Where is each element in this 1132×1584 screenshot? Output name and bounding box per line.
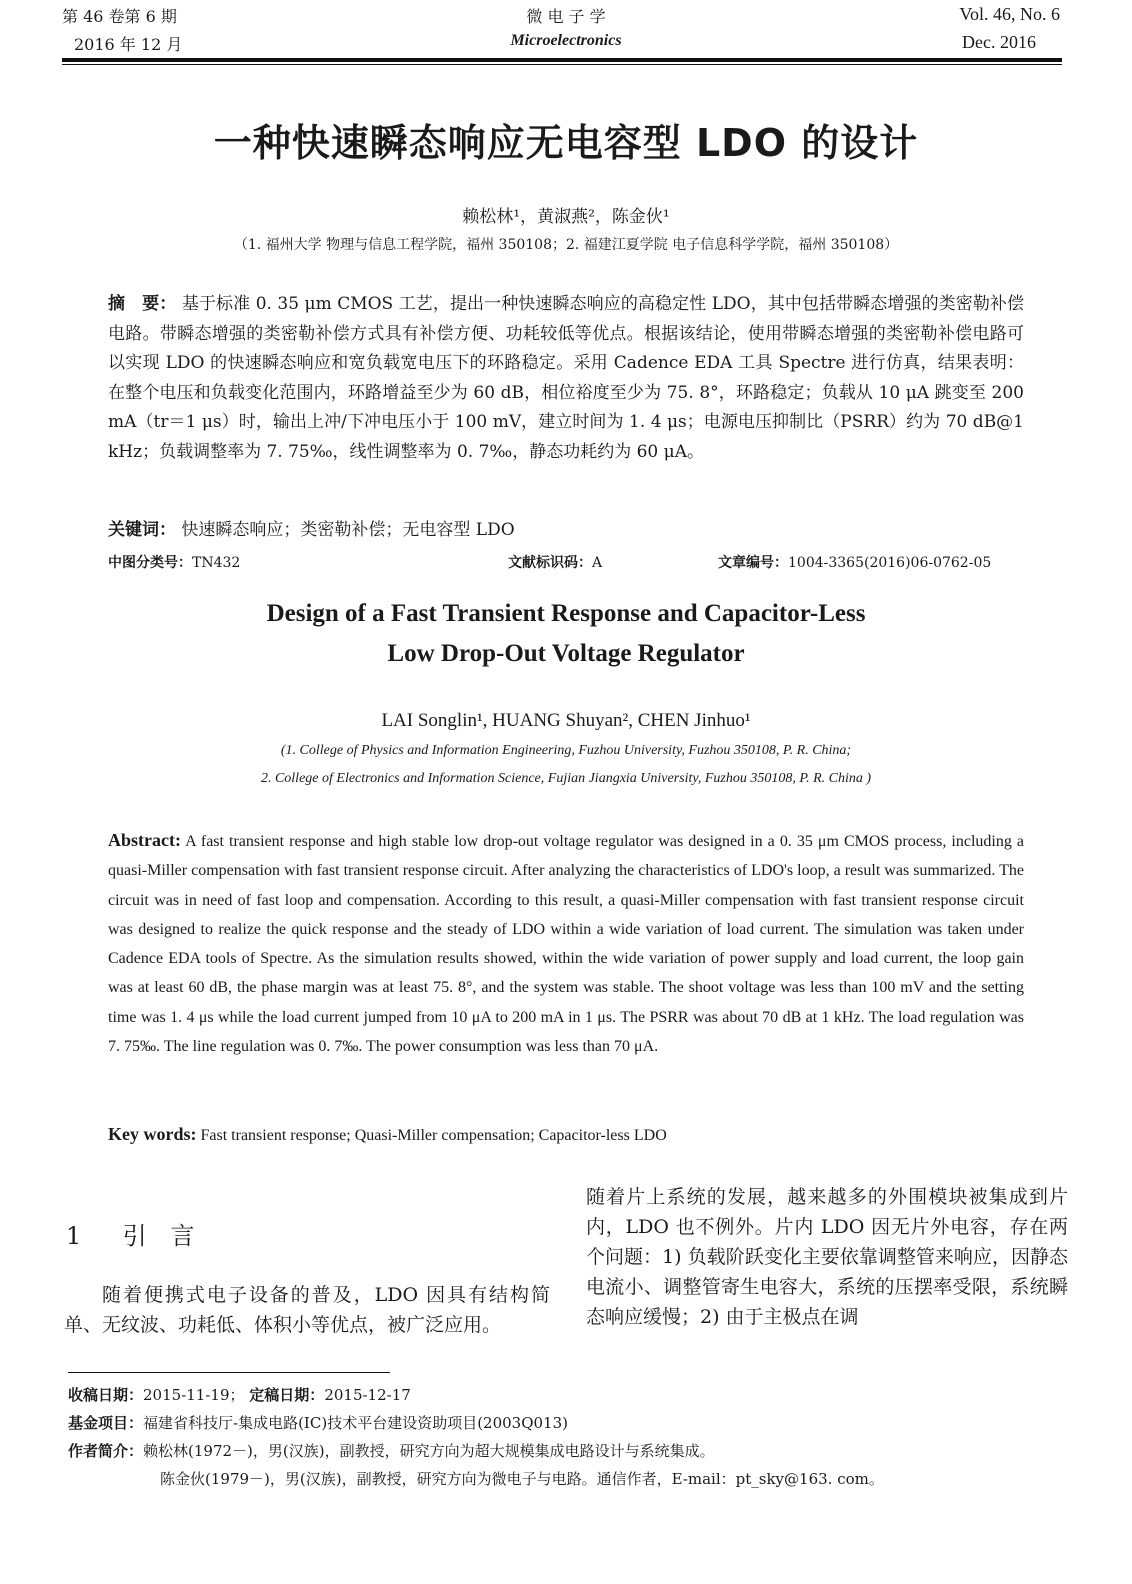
- header-journal-en: Microelectronics: [510, 32, 622, 49]
- title-en-line2: Low Drop-Out Voltage Regulator: [387, 640, 745, 667]
- bio-label: 作者简介：: [68, 1442, 144, 1460]
- fund-text: 福建省科技厅-集成电路(IC)技术平台建设资助项目(2003Q013): [143, 1414, 568, 1432]
- clc-value: TN432: [192, 555, 241, 571]
- authors-cn: 赖松林¹，黄淑燕²，陈金伙¹: [462, 207, 670, 227]
- article-no-label: 文章编号：: [718, 555, 788, 571]
- abstract-cn: [108, 290, 1024, 468]
- header-date-cn: 2016 年 12 月: [74, 35, 183, 54]
- keywords-cn: [108, 516, 1024, 546]
- header-journal-cn: 微 电 子 学: [526, 7, 606, 26]
- section-1-right-paragraph: 随着片上系统的发展，越来越多的外围模块被集成到片内，LDO 也不例外。片内 LDO 因无片外电容，存在两个问题：1) 负载阶跃变化主要依靠调整管来响应，因静态电流小、调整管寄生电容大，系统的压摆率受限，系统瞬态响应缓慢；2) 由于主极点在调: [586, 1186, 1068, 1328]
- header-volume-en: Vol. 46, No. 6: [959, 4, 1060, 24]
- fund-label: 基金项目：: [68, 1414, 144, 1432]
- article-no-value: 1004-3365(2016)06-0762-05: [788, 555, 992, 571]
- abstract-en-label: Abstract:: [108, 830, 181, 850]
- affiliations-cn: （1. 福州大学 物理与信息工程学院，福州 350108；2. 福建江夏学院 电子信息科学学院，福州 350108）: [233, 237, 899, 253]
- final-label: 定稿日期：: [249, 1386, 325, 1404]
- title-en-line1: Design of a Fast Transient Response and Capacitor-Less: [266, 600, 866, 627]
- footnote-dates: [68, 1384, 411, 1405]
- keywords-cn-label: 关键词：: [108, 520, 176, 540]
- abstract-en: [108, 826, 1024, 1061]
- doc-code-value: A: [592, 555, 603, 571]
- footnote-rule: [68, 1372, 390, 1373]
- keywords-cn-text: 快速瞬态响应；类密勒补偿；无电容型 LDO: [181, 520, 515, 540]
- affiliation-en-1: (1. College of Physics and Information Engineering, Fuzhou University, Fuzhou 350108, P. R. China;: [280, 743, 852, 758]
- footnote-bio-1: [68, 1440, 715, 1461]
- header-rule-thin: [62, 64, 1062, 65]
- classification-clc: [108, 552, 240, 572]
- received-date: 2015-11-19；: [143, 1386, 245, 1404]
- abstract-cn-label: 摘 要：: [108, 294, 177, 314]
- classification-doc: [508, 552, 602, 572]
- header-volume-cn: 第 46 卷第 6 期: [62, 7, 177, 26]
- authors-en: LAI Songlin¹, HUANG Shuyan², CHEN Jinhuo¹: [381, 710, 751, 731]
- doc-code-label: 文献标识码：: [508, 555, 592, 571]
- header-rule-thick: [62, 58, 1062, 62]
- footnote-fund: [68, 1412, 568, 1433]
- section-1-left-paragraph: 随着便携式电子设备的普及，LDO 因具有结构简单、无纹波、功耗低、体积小等优点，被广泛应用。: [64, 1284, 550, 1336]
- affiliation-en-2: 2. College of Electronics and Information Science, Fujian Jiangxia University, Fuzhou 350108, P. R. China ): [260, 771, 872, 786]
- footnote-bio-2: 陈金伙(1979－)，男(汉族)，副教授，研究方向为微电子与电路。通信作者，E-mail：pt_sky@163. com。: [160, 1470, 884, 1488]
- abstract-cn-text: 基于标准 0. 35 μm CMOS 工艺，提出一种快速瞬态响应的高稳定性 LDO，其中包括带瞬态增强的类密勒补偿电路。带瞬态增强的类密勒补偿方式具有补偿方便、功耗较低等优点。根据该结论，使用带瞬态增强的类密勒补偿电路可以实现 LDO 的快速瞬态响应和宽负载宽电压下的环路稳定。采用 Cadence EDA 工具 Spectre 进行仿真，结果表明：在整个电压和负载变化范围内，环路增益至少为 60 dB，相位裕度至少为 75. 8°，环路稳定；负载从 10 μA 跳变至 200 mA（tr＝1 μs）时，输出上冲/下冲电压小于 100 mV，建立时间为 1. 4 μs；电源电压抑制比（PSRR）约为 70 dB@1 kHz；负载调整率为 7. 75‰，线性调整率为 0. 7‰，静态功耗约为 60 μA。: [108, 294, 1025, 462]
- header-date-en: Dec. 2016: [962, 32, 1036, 52]
- classification-article: [718, 552, 991, 572]
- final-date: 2015-12-17: [324, 1386, 411, 1404]
- received-label: 收稿日期：: [68, 1386, 144, 1404]
- bio-1-text: 赖松林(1972－)，男(汉族)，副教授，研究方向为超大规模集成电路设计与系统集成。: [143, 1442, 715, 1460]
- keywords-en-text: Fast transient response; Quasi-Miller compensation; Capacitor-less LDO: [200, 1127, 667, 1144]
- title-cn: 一种快速瞬态响应无电容型 LDO 的设计: [213, 121, 919, 165]
- abstract-en-text: A fast transient response and high stable low drop-out voltage regulator was designed in a 0. 35 μm CMOS process, including a quasi-Miller compensation with fast transient response circuit. After analyzing the characteristics of LDO's loop, a result was summarized. The circuit was in need of fast loop and compensation. According to this result, a quasi-Miller compensation with fast transient response circuit was designed to realize the quick response and the steady of LDO within a wide variation of load current. The simulation was taken under Cadence EDA tools of Spectre. As the simulation results showed, within the wide variation of power supply and load current, the loop gain was at least 60 dB, the phase margin was at least 75. 8°, and the system was stable. The shoot voltage was less than 100 mV and the setting time was 1. 4 μs while the load current jumped from 10 μA to 200 mA in 1 μs. The PSRR was about 70 dB at 1 kHz. The load regulation was 7. 75‰. The line regulation was 0. 7‰. The power consumption was less than 70 μA.: [108, 833, 1024, 1056]
- clc-label: 中图分类号：: [108, 555, 192, 571]
- section-1-title: 引 言: [122, 1222, 195, 1250]
- section-1-heading: [66, 1216, 195, 1251]
- section-1-number: 1: [66, 1222, 82, 1250]
- keywords-en: [108, 1120, 1024, 1150]
- keywords-en-label: Key words:: [108, 1124, 197, 1144]
